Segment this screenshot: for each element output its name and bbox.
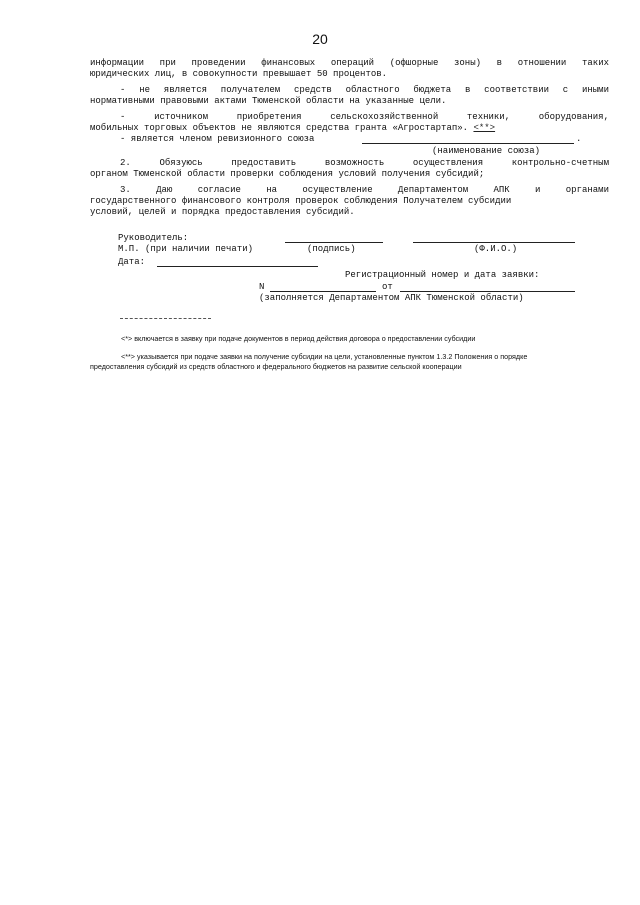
date-label: Дата: [118,257,146,267]
date-line [157,266,318,267]
body-line-3: - не является получателем средств областного бюджета в соответствии с иными [120,85,609,95]
body-line-6-text: мобильных торговых объектов не являются средства гранта «Агростартап». [90,123,469,133]
body-line-1: информации при проведении финансовых операций (офшорные зоны) в отношении таких [90,58,609,68]
body-line-6 [90,123,495,134]
item-3-line-2: государственного финансового контроля проверок соблюдения Получателем субсидии [90,196,512,206]
registration-number-label: N [259,282,265,292]
full-name-caption: (Ф.И.О.) [474,244,518,254]
signature-caption: (подпись) [307,244,356,254]
item-3-line-3: условий, целей и порядка предоставления субсидий. [90,207,355,217]
union-line-end: . [576,134,582,144]
head-label: Руководитель: [118,233,189,243]
body-line-7: - является членом ревизионного союза [120,134,315,144]
registration-date-line [400,291,575,292]
item-2-line-1: 2. Обязуюсь предоставить возможность осуществления контрольно-счетным [120,158,609,168]
item-2-line-2: органом Тюменской области проверки соблюдения условий получения субсидий; [90,169,485,179]
full-name-line [413,242,575,243]
department-caption: (заполняется Департаментом АПК Тюменской области) [259,293,524,303]
body-line-4: нормативными правовыми актами Тюменской области на указанные цели. [90,96,447,106]
union-name-caption: (наименование союза) [432,146,541,156]
body-line-2: юридических лиц, в совокупности превышает 50 процентов. [90,69,388,79]
signature-line [285,242,383,243]
page-number: 20 [312,31,328,47]
footnote-2-line-2: предоставления субсидий из средств областного и федерального бюджетов на развитие сельской кооперации [90,362,462,371]
registration-date-label: от [382,282,393,292]
footnote-ref-link[interactable]: <**> [473,123,496,133]
registration-number-line [270,291,376,292]
item-3-line-1: 3. Даю согласие на осуществление Департаментом АПК и органами [120,185,609,195]
body-line-5: - источником приобретения сельскохозяйственной техники, оборудования, [120,112,609,122]
footnote-separator [120,318,211,319]
footnote-1: <*> включается в заявку при подаче документов в период действия договора о предоставлении субсидии [121,334,476,343]
stamp-label: М.П. (при наличии печати) [118,244,254,254]
footnote-2-line-1: <**> указывается при подаче заявки на получение субсидии на цели, установленные пунктом 1.3.2 Положения о порядке [121,352,528,361]
registration-label: Регистрационный номер и дата заявки: [345,270,540,280]
union-name-line [362,143,574,144]
